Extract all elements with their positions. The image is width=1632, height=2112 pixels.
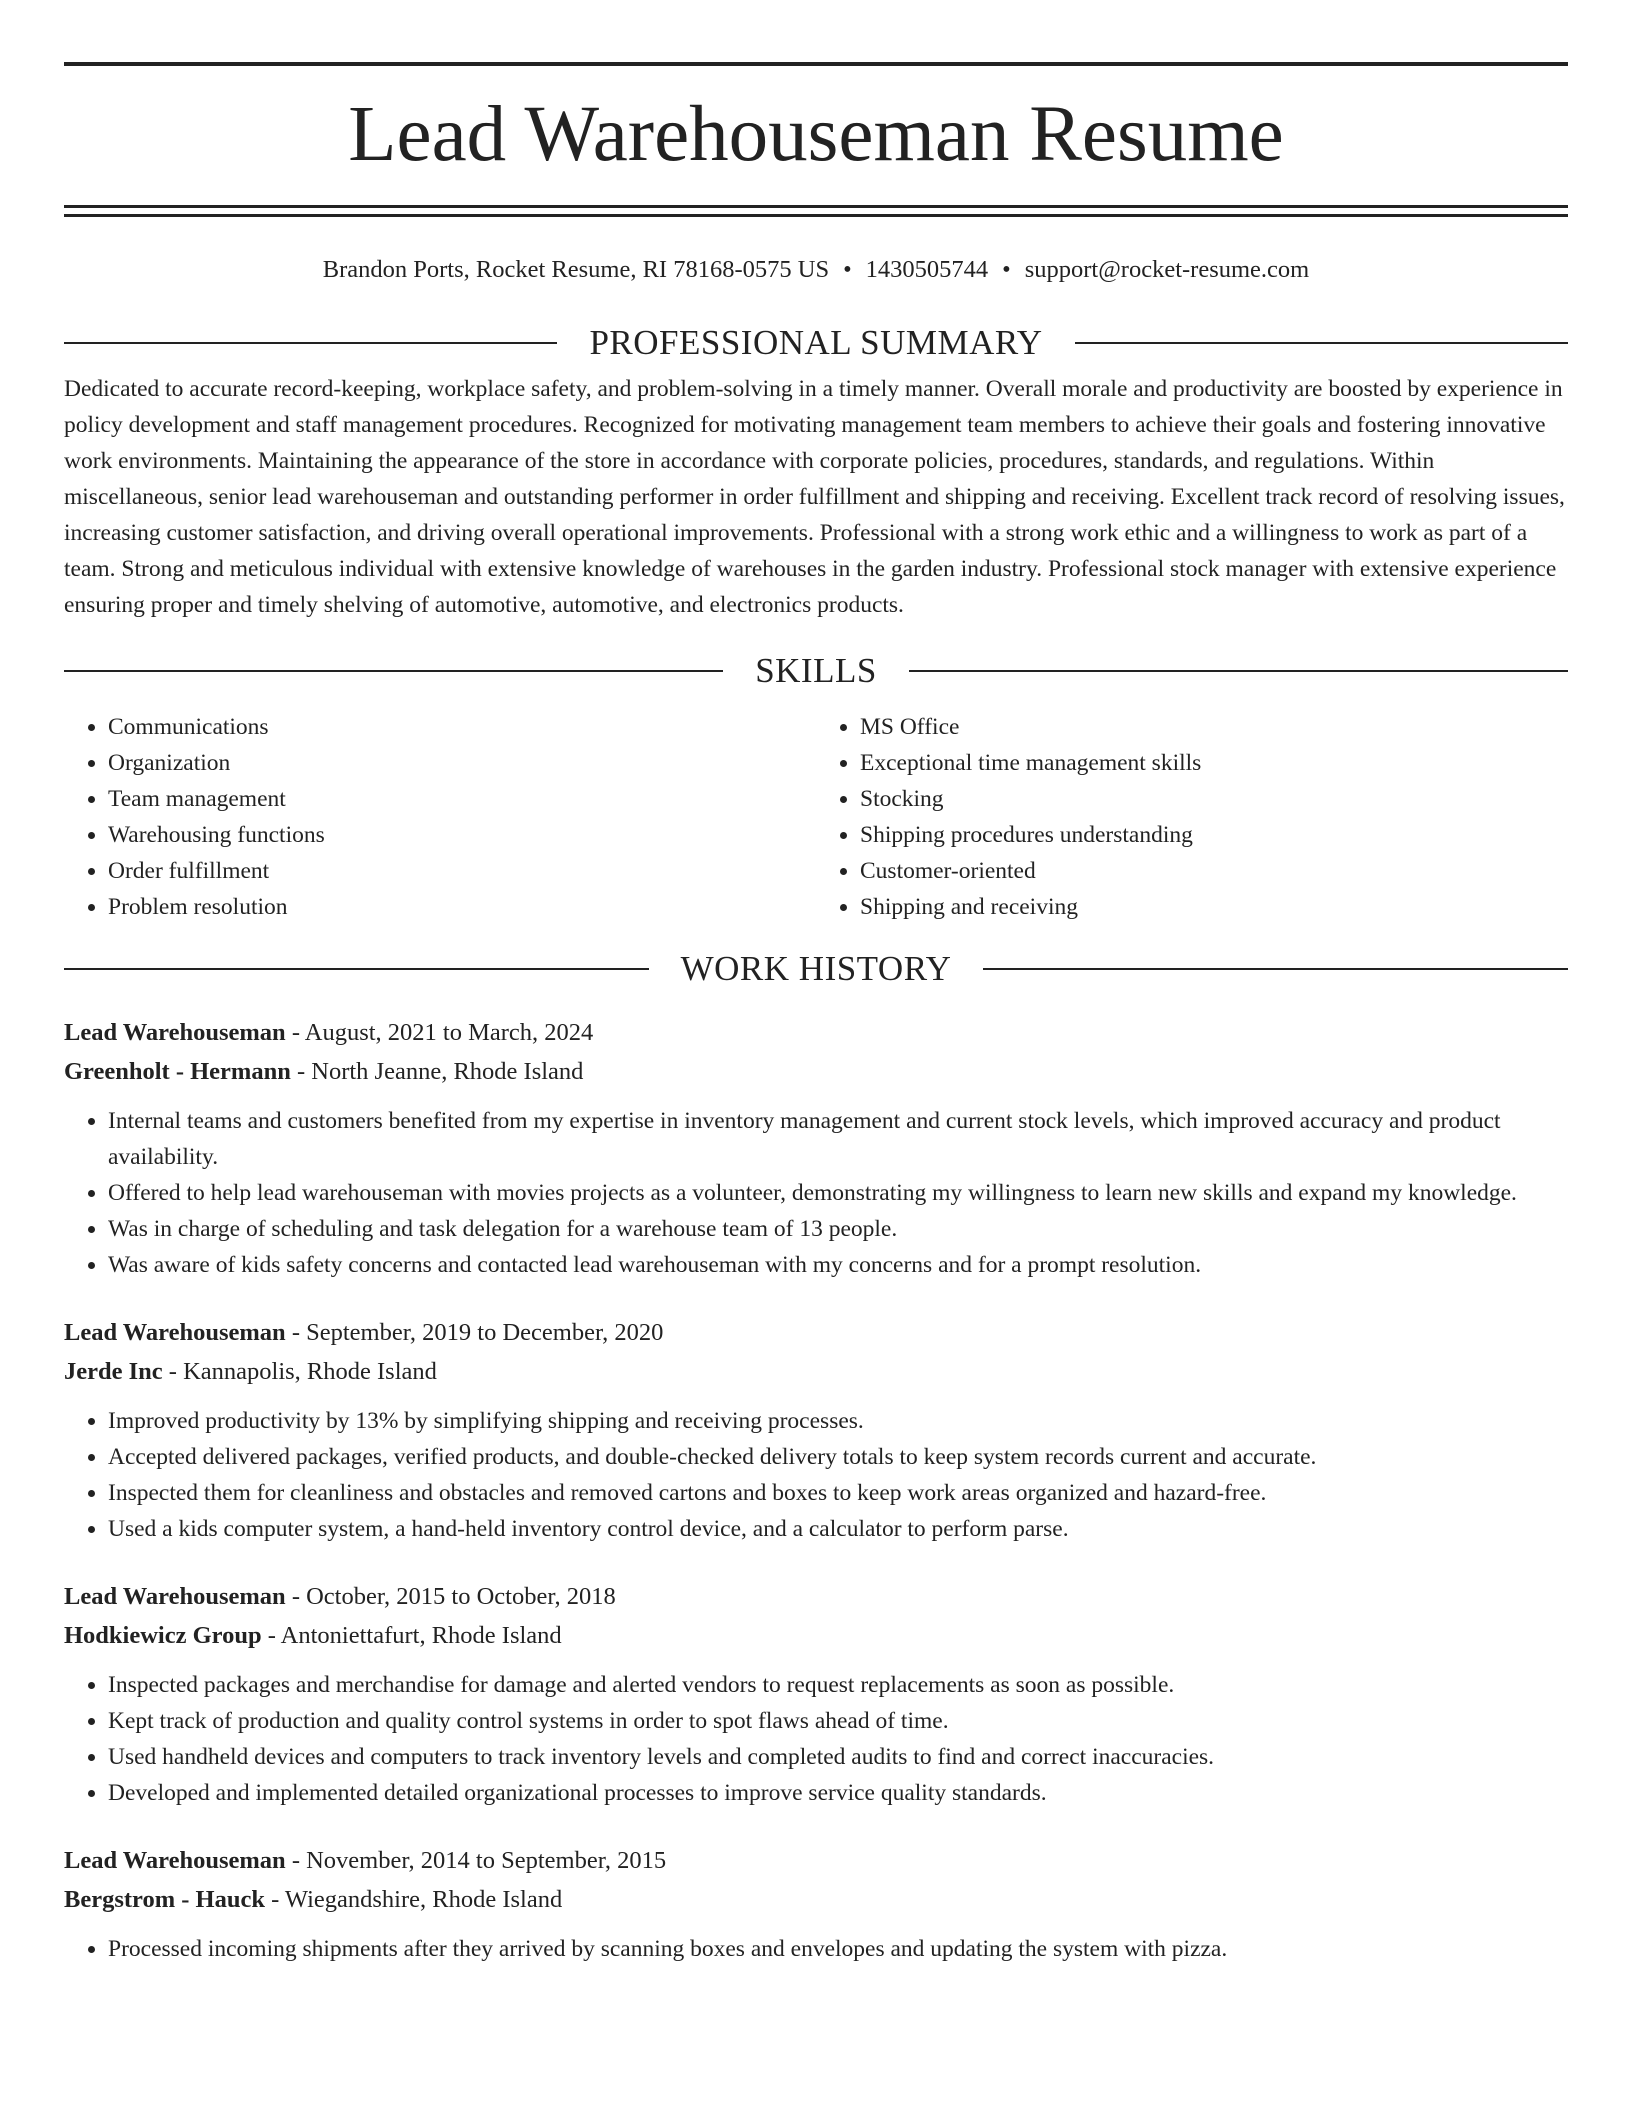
skill-item: • Team management [108,781,816,817]
job-bullet: • Improved productivity by 13% by simplifying shipping and receiving processes. [108,1403,1568,1439]
contact-separator: • [843,256,852,283]
heading-rule-right [983,968,1568,970]
skills-heading-row [64,649,1568,693]
job-company-line [64,1616,1568,1655]
job-dates: - August, 2021 to March, 2024 [285,1019,594,1046]
job-company-line [64,1052,1568,1091]
job-title: Lead Warehouseman [64,1019,286,1046]
job-company: Jerde Inc [64,1358,163,1385]
heading-rule-right [1075,342,1568,344]
heading-rule-left [64,342,557,344]
top-rule [64,62,1568,66]
job-entry [64,1013,1568,1283]
skills-column-right [816,709,1568,925]
page-title: Lead Warehouseman Resume [348,91,1284,178]
skill-item: • Customer-oriented [860,853,1568,889]
skill-item: • Organization [108,745,816,781]
job-bullets [64,1403,1568,1547]
job-dates: - October, 2015 to October, 2018 [285,1583,616,1610]
job-bullet: • Processed incoming shipments after they arrived by scanning boxes and envelopes and updating the system with pizza. [108,1931,1568,1967]
summary-heading: PROFESSIONAL SUMMARY [589,323,1043,362]
contact-separator: • [1002,256,1011,283]
job-title: Lead Warehouseman [64,1319,286,1346]
job-location: - Antoniettafurt, Rhode Island [261,1622,562,1649]
job-company: Greenholt - Hermann [64,1058,291,1085]
job-bullet: • Used handheld devices and computers to track inventory levels and completed audits to find and correct inaccuracies. [108,1739,1568,1775]
job-entry [64,1577,1568,1811]
heading-rule-left [64,968,649,970]
job-bullet: • Used a kids computer system, a hand-held inventory control device, and a calculator to perform parse. [108,1511,1568,1547]
skill-item: • MS Office [860,709,1568,745]
skill-item: • Shipping procedures understanding [860,817,1568,853]
work-heading: WORK HISTORY [680,949,952,988]
job-company: Bergstrom - Hauck [64,1886,265,1913]
work-heading-row [64,947,1568,991]
skill-item: • Problem resolution [108,889,816,925]
skill-item: • Shipping and receiving [860,889,1568,925]
job-bullets [64,1103,1568,1283]
job-location: - Wiegandshire, Rhode Island [264,1886,563,1913]
skill-item: • Stocking [860,781,1568,817]
skills-heading: SKILLS [755,651,877,690]
job-location: - North Jeanne, Rhode Island [290,1058,584,1085]
job-dates: - September, 2019 to December, 2020 [285,1319,664,1346]
contact-line [64,253,1568,287]
job-bullet: • Inspected packages and merchandise for damage and alerted vendors to request replacements as soon as possible. [108,1667,1568,1703]
job-title: Lead Warehouseman [64,1847,286,1874]
job-entry [64,1841,1568,1967]
skills-column-left [64,709,816,925]
job-bullet: • Offered to help lead warehouseman with movies projects as a volunteer, demonstrating my willingness to learn new skills and expand my knowledge. [108,1175,1568,1211]
skill-item: • Communications [108,709,816,745]
job-title-line [64,1313,1568,1352]
job-bullet: • Was aware of kids safety concerns and contacted lead warehouseman with my concerns and for a prompt resolution. [108,1247,1568,1283]
heading-rule-left [64,670,723,672]
contact-address: Brandon Ports, Rocket Resume, RI 78168-0575 US [322,256,830,283]
skill-item: • Order fulfillment [108,853,816,889]
job-bullets [64,1667,1568,1811]
skills-list [64,709,1568,925]
heading-rule-right [909,670,1568,672]
job-company-line [64,1352,1568,1391]
job-bullet: • Kept track of production and quality control systems in order to spot flaws ahead of time. [108,1703,1568,1739]
job-location: - Kannapolis, Rhode Island [162,1358,437,1385]
skill-item: • Warehousing functions [108,817,816,853]
job-bullet: • Inspected them for cleanliness and obstacles and removed cartons and boxes to keep work areas organized and hazard-free. [108,1475,1568,1511]
job-company-line [64,1880,1568,1919]
contact-email: support@rocket-resume.com [1024,256,1310,283]
contact-phone: 1430505744 [865,256,989,283]
job-title-line [64,1841,1568,1880]
title-double-rule [64,205,1568,217]
job-dates: - November, 2014 to September, 2015 [285,1847,667,1874]
job-title-line [64,1013,1568,1052]
summary-text: Dedicated to accurate record-keeping, workplace safety, and problem-solving in a timely manner. Overall morale and productivity are boosted by experience in policy development and staff management procedures. Recognized for motivating management team members to achieve their goals and fostering innovative work environments. Maintaining the appearance of the store in accordance with corporate policies, procedures, standards, and regulations. Within miscellaneous, senior lead warehouseman and outstanding performer in order fulfillment and shipping and receiving. Excellent track record of resolving issues, increasing customer satisfaction, and driving overall operational improvements. Professional with a strong work ethic and a willingness to work as part of a team. Strong and meticulous individual with extensive knowledge of warehouses in the garden industry. Professional stock manager with extensive experience ensuring proper and timely shelving of automotive, automotive, and electronics products. [64,376,1565,618]
job-title-line [64,1577,1568,1616]
summary-heading-row [64,321,1568,365]
job-title: Lead Warehouseman [64,1583,286,1610]
job-bullet: • Accepted delivered packages, verified products, and double-checked delivery totals to keep system records current and accurate. [108,1439,1568,1475]
job-bullets [64,1931,1568,1967]
skill-item: • Exceptional time management skills [860,745,1568,781]
job-company: Hodkiewicz Group [64,1622,262,1649]
job-entry [64,1313,1568,1547]
job-bullet: • Was in charge of scheduling and task delegation for a warehouse team of 13 people. [108,1211,1568,1247]
job-bullet: • Developed and implemented detailed organizational processes to improve service quality standards. [108,1775,1568,1811]
job-bullet: • Internal teams and customers benefited from my expertise in inventory management and current stock levels, which improved accuracy and product availability. [108,1103,1568,1175]
